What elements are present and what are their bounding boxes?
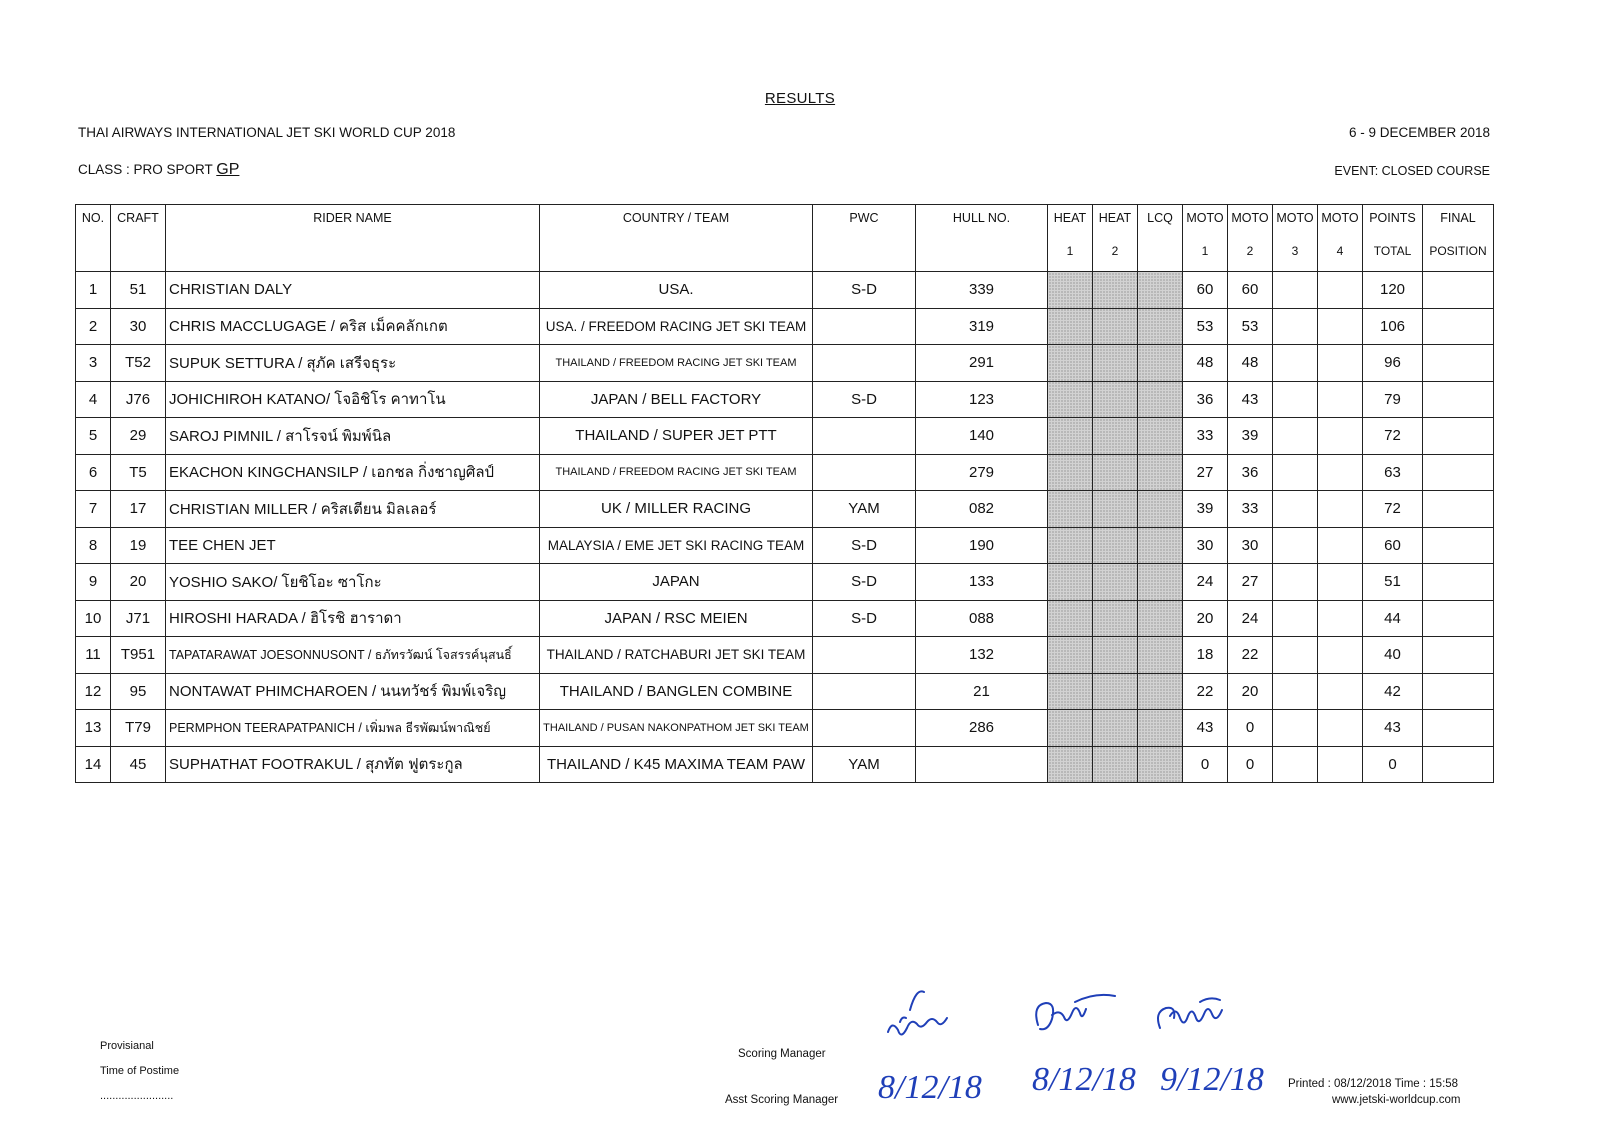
cell-country-team: THAILAND / FREEDOM RACING JET SKI TEAM xyxy=(540,345,813,382)
table-row xyxy=(76,637,1494,674)
cell-lcq xyxy=(1138,418,1183,455)
time-of-postime-label: Time of Postime xyxy=(100,1065,180,1077)
cell-lcq xyxy=(1138,527,1183,564)
cell-moto-2: 33 xyxy=(1228,491,1273,528)
cell-points-total: 72 xyxy=(1363,491,1423,528)
website-url: www.jetski-worldcup.com xyxy=(1332,1094,1461,1106)
cell-moto-1: 18 xyxy=(1183,637,1228,674)
cell-lcq xyxy=(1138,491,1183,528)
cell-moto-4 xyxy=(1318,308,1363,345)
cell-moto-4 xyxy=(1318,673,1363,710)
cell-no: 10 xyxy=(76,600,111,637)
cell-moto-2: 53 xyxy=(1228,308,1273,345)
cell-final-position xyxy=(1423,527,1494,564)
cell-moto-1: 24 xyxy=(1183,564,1228,601)
table-row xyxy=(76,272,1494,309)
cell-heat-1 xyxy=(1048,637,1093,674)
signature-date-3: 9/12/18 xyxy=(1160,1061,1264,1098)
cell-pwc: YAM xyxy=(813,746,916,783)
cell-craft: 30 xyxy=(111,308,166,345)
col-heat-1: HEAT 1 xyxy=(1048,205,1093,272)
signature-1 xyxy=(888,991,947,1034)
cell-craft: J71 xyxy=(111,600,166,637)
table-row xyxy=(76,564,1494,601)
cell-hull-no: 286 xyxy=(916,710,1048,747)
cell-country-team: THAILAND / RATCHABURI JET SKI TEAM xyxy=(540,637,813,674)
cell-moto-2: 39 xyxy=(1228,418,1273,455)
event-type: EVENT: CLOSED COURSE xyxy=(1334,164,1490,178)
cell-final-position xyxy=(1423,308,1494,345)
cell-heat-1 xyxy=(1048,381,1093,418)
cell-hull-no: 140 xyxy=(916,418,1048,455)
table-row xyxy=(76,308,1494,345)
scoring-manager-label: Scoring Manager xyxy=(738,1048,826,1060)
cell-pwc xyxy=(813,637,916,674)
cell-pwc xyxy=(813,345,916,382)
cell-final-position xyxy=(1423,454,1494,491)
cell-points-total: 120 xyxy=(1363,272,1423,309)
cell-no: 7 xyxy=(76,491,111,528)
cell-craft: T52 xyxy=(111,345,166,382)
cell-moto-4 xyxy=(1318,746,1363,783)
cell-craft: 51 xyxy=(111,272,166,309)
cell-moto-1: 39 xyxy=(1183,491,1228,528)
cell-moto-2: 20 xyxy=(1228,673,1273,710)
cell-no: 9 xyxy=(76,564,111,601)
signature-3 xyxy=(1158,998,1222,1028)
cell-final-position xyxy=(1423,345,1494,382)
cell-moto-4 xyxy=(1318,491,1363,528)
cell-rider-name: SUPHATHAT FOOTRAKUL / สุภทัต ฟูตระกูล xyxy=(166,746,540,783)
table-row xyxy=(76,710,1494,747)
cell-no: 12 xyxy=(76,673,111,710)
table-header xyxy=(76,205,1494,272)
cell-lcq xyxy=(1138,746,1183,783)
cell-moto-1: 48 xyxy=(1183,345,1228,382)
cell-hull-no: 133 xyxy=(916,564,1048,601)
cell-hull-no xyxy=(916,746,1048,783)
cell-lcq xyxy=(1138,564,1183,601)
cell-moto-3 xyxy=(1273,418,1318,455)
cell-lcq xyxy=(1138,308,1183,345)
cell-craft: 19 xyxy=(111,527,166,564)
cell-no: 8 xyxy=(76,527,111,564)
cell-moto-1: 20 xyxy=(1183,600,1228,637)
col-rider-name: RIDER NAME xyxy=(166,205,540,272)
asst-scoring-manager-label: Asst Scoring Manager xyxy=(725,1094,839,1106)
cell-craft: 17 xyxy=(111,491,166,528)
cell-moto-3 xyxy=(1273,272,1318,309)
cell-points-total: 40 xyxy=(1363,637,1423,674)
cell-points-total: 43 xyxy=(1363,710,1423,747)
cell-hull-no: 123 xyxy=(916,381,1048,418)
cell-no: 13 xyxy=(76,710,111,747)
cell-pwc: S-D xyxy=(813,564,916,601)
cell-points-total: 106 xyxy=(1363,308,1423,345)
cell-hull-no: 132 xyxy=(916,637,1048,674)
cell-moto-3 xyxy=(1273,308,1318,345)
cell-pwc: S-D xyxy=(813,381,916,418)
postime-blank: ........................ xyxy=(100,1090,174,1102)
cell-country-team: UK / MILLER RACING xyxy=(540,491,813,528)
cell-pwc xyxy=(813,454,916,491)
cell-moto-2: 24 xyxy=(1228,600,1273,637)
cell-country-team: JAPAN / BELL FACTORY xyxy=(540,381,813,418)
cell-moto-4 xyxy=(1318,564,1363,601)
cell-heat-1 xyxy=(1048,746,1093,783)
cell-moto-3 xyxy=(1273,710,1318,747)
cell-moto-1: 36 xyxy=(1183,381,1228,418)
col-hull-no: HULL NO. xyxy=(916,205,1048,272)
cell-moto-4 xyxy=(1318,527,1363,564)
cell-moto-2: 0 xyxy=(1228,746,1273,783)
table-row xyxy=(76,345,1494,382)
col-lcq: LCQ xyxy=(1138,205,1183,272)
col-pwc: PWC xyxy=(813,205,916,272)
cell-heat-2 xyxy=(1093,673,1138,710)
cell-rider-name: EKACHON KINGCHANSILP / เอกชล กิ่งชาญศิลป์ xyxy=(166,454,540,491)
cell-moto-4 xyxy=(1318,454,1363,491)
cell-points-total: 0 xyxy=(1363,746,1423,783)
table-row xyxy=(76,381,1494,418)
cell-rider-name: CHRISTIAN MILLER / คริสเตียน มิลเลอร์ xyxy=(166,491,540,528)
table-row xyxy=(76,454,1494,491)
cell-lcq xyxy=(1138,381,1183,418)
cell-country-team: THAILAND / K45 MAXIMA TEAM PAW xyxy=(540,746,813,783)
printed-timestamp: Printed : 08/12/2018 Time : 15:58 xyxy=(1288,1078,1459,1090)
cell-points-total: 51 xyxy=(1363,564,1423,601)
cell-no: 14 xyxy=(76,746,111,783)
cell-lcq xyxy=(1138,637,1183,674)
cell-craft: 45 xyxy=(111,746,166,783)
cell-rider-name: JOHICHIROH KATANO/ โจอิชิโร คาทาโน xyxy=(166,381,540,418)
cell-moto-1: 30 xyxy=(1183,527,1228,564)
class-label xyxy=(78,161,239,179)
cell-moto-4 xyxy=(1318,637,1363,674)
signature-2 xyxy=(1036,995,1115,1029)
cell-points-total: 96 xyxy=(1363,345,1423,382)
cell-lcq xyxy=(1138,272,1183,309)
cell-heat-2 xyxy=(1093,564,1138,601)
cell-lcq xyxy=(1138,710,1183,747)
cell-final-position xyxy=(1423,637,1494,674)
cell-hull-no: 319 xyxy=(916,308,1048,345)
cell-heat-1 xyxy=(1048,308,1093,345)
cell-country-team: JAPAN xyxy=(540,564,813,601)
cell-rider-name: TAPATARAWAT JOESONNUSONT / ธภัทรวัฒน์ โจสรรค์นุสนธิ์ xyxy=(166,637,540,674)
col-points-total: POINTS TOTAL xyxy=(1363,205,1423,272)
cell-moto-3 xyxy=(1273,527,1318,564)
class-prefix: CLASS : PRO SPORT xyxy=(78,162,217,177)
cell-final-position xyxy=(1423,381,1494,418)
cell-moto-3 xyxy=(1273,564,1318,601)
col-moto-3: MOTO 3 xyxy=(1273,205,1318,272)
cell-country-team: THAILAND / PUSAN NAKONPATHOM JET SKI TEAM xyxy=(540,710,813,747)
cell-hull-no: 291 xyxy=(916,345,1048,382)
table-row xyxy=(76,600,1494,637)
table-row xyxy=(76,418,1494,455)
cell-moto-3 xyxy=(1273,381,1318,418)
cell-moto-1: 27 xyxy=(1183,454,1228,491)
class-suffix: GP xyxy=(216,161,240,178)
cell-rider-name: CHRISTIAN DALY xyxy=(166,272,540,309)
cell-final-position xyxy=(1423,491,1494,528)
cell-heat-2 xyxy=(1093,600,1138,637)
results-table xyxy=(75,204,1494,783)
cell-moto-4 xyxy=(1318,710,1363,747)
signature-date-1: 8/12/18 xyxy=(878,1069,982,1106)
cell-craft: 29 xyxy=(111,418,166,455)
cell-country-team: THAILAND / SUPER JET PTT xyxy=(540,418,813,455)
cell-heat-2 xyxy=(1093,454,1138,491)
cell-heat-2 xyxy=(1093,746,1138,783)
cell-final-position xyxy=(1423,564,1494,601)
cell-rider-name: HIROSHI HARADA / ฮิโรชิ ฮาราดา xyxy=(166,600,540,637)
col-moto-1: MOTO 1 xyxy=(1183,205,1228,272)
cell-heat-1 xyxy=(1048,272,1093,309)
cell-moto-1: 43 xyxy=(1183,710,1228,747)
cell-heat-1 xyxy=(1048,454,1093,491)
cell-moto-3 xyxy=(1273,637,1318,674)
cell-no: 2 xyxy=(76,308,111,345)
cell-moto-4 xyxy=(1318,381,1363,418)
cell-no: 3 xyxy=(76,345,111,382)
cell-points-total: 63 xyxy=(1363,454,1423,491)
cell-moto-2: 30 xyxy=(1228,527,1273,564)
cell-no: 6 xyxy=(76,454,111,491)
cell-pwc: S-D xyxy=(813,600,916,637)
cell-no: 5 xyxy=(76,418,111,455)
cell-heat-2 xyxy=(1093,491,1138,528)
cell-moto-2: 36 xyxy=(1228,454,1273,491)
cell-moto-1: 53 xyxy=(1183,308,1228,345)
cell-pwc: YAM xyxy=(813,491,916,528)
handwritten-signatures xyxy=(870,980,1270,1115)
col-final-position: FINAL POSITION xyxy=(1423,205,1494,272)
cell-heat-1 xyxy=(1048,418,1093,455)
col-moto-2: MOTO 2 xyxy=(1228,205,1273,272)
cell-heat-1 xyxy=(1048,345,1093,382)
cell-heat-1 xyxy=(1048,600,1093,637)
table-row xyxy=(76,491,1494,528)
cell-heat-2 xyxy=(1093,272,1138,309)
cell-moto-4 xyxy=(1318,600,1363,637)
cell-hull-no: 088 xyxy=(916,600,1048,637)
cell-moto-4 xyxy=(1318,272,1363,309)
cell-moto-4 xyxy=(1318,418,1363,455)
cell-no: 11 xyxy=(76,637,111,674)
page-title: RESULTS xyxy=(764,90,836,107)
cell-hull-no: 339 xyxy=(916,272,1048,309)
cell-moto-2: 27 xyxy=(1228,564,1273,601)
col-moto-4: MOTO 4 xyxy=(1318,205,1363,272)
cell-final-position xyxy=(1423,272,1494,309)
cell-points-total: 72 xyxy=(1363,418,1423,455)
cell-heat-1 xyxy=(1048,564,1093,601)
cell-rider-name: SAROJ PIMNIL / สาโรจน์ พิมพ์นิล xyxy=(166,418,540,455)
cell-moto-2: 48 xyxy=(1228,345,1273,382)
cell-rider-name: CHRIS MACCLUGAGE / คริส เม็คคลักเกต xyxy=(166,308,540,345)
col-country-team: COUNTRY / TEAM xyxy=(540,205,813,272)
cell-moto-3 xyxy=(1273,454,1318,491)
cell-moto-3 xyxy=(1273,491,1318,528)
cell-moto-3 xyxy=(1273,746,1318,783)
cell-moto-1: 22 xyxy=(1183,673,1228,710)
cell-moto-1: 0 xyxy=(1183,746,1228,783)
cell-country-team: JAPAN / RSC MEIEN xyxy=(540,600,813,637)
table-body xyxy=(76,272,1494,783)
cell-craft: 20 xyxy=(111,564,166,601)
cell-pwc xyxy=(813,418,916,455)
cell-moto-3 xyxy=(1273,673,1318,710)
cell-moto-2: 60 xyxy=(1228,272,1273,309)
event-name: THAI AIRWAYS INTERNATIONAL JET SKI WORLD CUP 2018 xyxy=(78,125,456,140)
cell-craft: T5 xyxy=(111,454,166,491)
cell-final-position xyxy=(1423,673,1494,710)
table-row xyxy=(76,673,1494,710)
cell-heat-2 xyxy=(1093,345,1138,382)
event-date: 6 - 9 DECEMBER 2018 xyxy=(1348,125,1490,140)
cell-lcq xyxy=(1138,454,1183,491)
cell-heat-2 xyxy=(1093,637,1138,674)
provisional-label: Provisianal xyxy=(100,1040,154,1052)
cell-final-position xyxy=(1423,600,1494,637)
cell-craft: J76 xyxy=(111,381,166,418)
cell-heat-2 xyxy=(1093,418,1138,455)
cell-heat-1 xyxy=(1048,710,1093,747)
cell-rider-name: NONTAWAT PHIMCHAROEN / นนทวัชร์ พิมพ์เจริญ xyxy=(166,673,540,710)
cell-hull-no: 082 xyxy=(916,491,1048,528)
cell-rider-name: YOSHIO SAKO/ โยชิโอะ ซาโกะ xyxy=(166,564,540,601)
cell-final-position xyxy=(1423,710,1494,747)
col-heat-2: HEAT 2 xyxy=(1093,205,1138,272)
cell-craft: T951 xyxy=(111,637,166,674)
cell-lcq xyxy=(1138,345,1183,382)
cell-moto-2: 0 xyxy=(1228,710,1273,747)
cell-craft: T79 xyxy=(111,710,166,747)
col-craft: CRAFT xyxy=(111,205,166,272)
cell-heat-1 xyxy=(1048,673,1093,710)
cell-lcq xyxy=(1138,600,1183,637)
signature-date-2: 8/12/18 xyxy=(1032,1061,1136,1098)
cell-points-total: 42 xyxy=(1363,673,1423,710)
cell-pwc: S-D xyxy=(813,272,916,309)
cell-rider-name: SUPUK SETTURA / สุภัค เสรีจธุระ xyxy=(166,345,540,382)
cell-heat-2 xyxy=(1093,381,1138,418)
cell-moto-2: 22 xyxy=(1228,637,1273,674)
cell-country-team: USA. xyxy=(540,272,813,309)
cell-moto-3 xyxy=(1273,345,1318,382)
cell-pwc xyxy=(813,308,916,345)
cell-country-team: MALAYSIA / EME JET SKI RACING TEAM xyxy=(540,527,813,564)
cell-country-team: THAILAND / BANGLEN COMBINE xyxy=(540,673,813,710)
cell-points-total: 60 xyxy=(1363,527,1423,564)
cell-hull-no: 279 xyxy=(916,454,1048,491)
cell-country-team: USA. / FREEDOM RACING JET SKI TEAM xyxy=(540,308,813,345)
cell-craft: 95 xyxy=(111,673,166,710)
table-row xyxy=(76,527,1494,564)
cell-country-team: THAILAND / FREEDOM RACING JET SKI TEAM xyxy=(540,454,813,491)
cell-heat-1 xyxy=(1048,527,1093,564)
cell-points-total: 79 xyxy=(1363,381,1423,418)
cell-final-position xyxy=(1423,746,1494,783)
cell-heat-2 xyxy=(1093,710,1138,747)
cell-moto-1: 60 xyxy=(1183,272,1228,309)
cell-heat-2 xyxy=(1093,527,1138,564)
cell-moto-1: 33 xyxy=(1183,418,1228,455)
cell-pwc xyxy=(813,710,916,747)
cell-no: 1 xyxy=(76,272,111,309)
cell-no: 4 xyxy=(76,381,111,418)
cell-pwc xyxy=(813,673,916,710)
cell-rider-name: PERMPHON TEERAPATPANICH / เพิ่มพล ธีรพัฒน์พาณิชย์ xyxy=(166,710,540,747)
table-row xyxy=(76,746,1494,783)
cell-moto-3 xyxy=(1273,600,1318,637)
cell-pwc: S-D xyxy=(813,527,916,564)
cell-hull-no: 190 xyxy=(916,527,1048,564)
cell-points-total: 44 xyxy=(1363,600,1423,637)
cell-moto-4 xyxy=(1318,345,1363,382)
cell-heat-1 xyxy=(1048,491,1093,528)
col-no: NO. xyxy=(76,205,111,272)
cell-final-position xyxy=(1423,418,1494,455)
cell-lcq xyxy=(1138,673,1183,710)
cell-hull-no: 21 xyxy=(916,673,1048,710)
cell-heat-2 xyxy=(1093,308,1138,345)
cell-rider-name: TEE CHEN JET xyxy=(166,527,540,564)
cell-moto-2: 43 xyxy=(1228,381,1273,418)
